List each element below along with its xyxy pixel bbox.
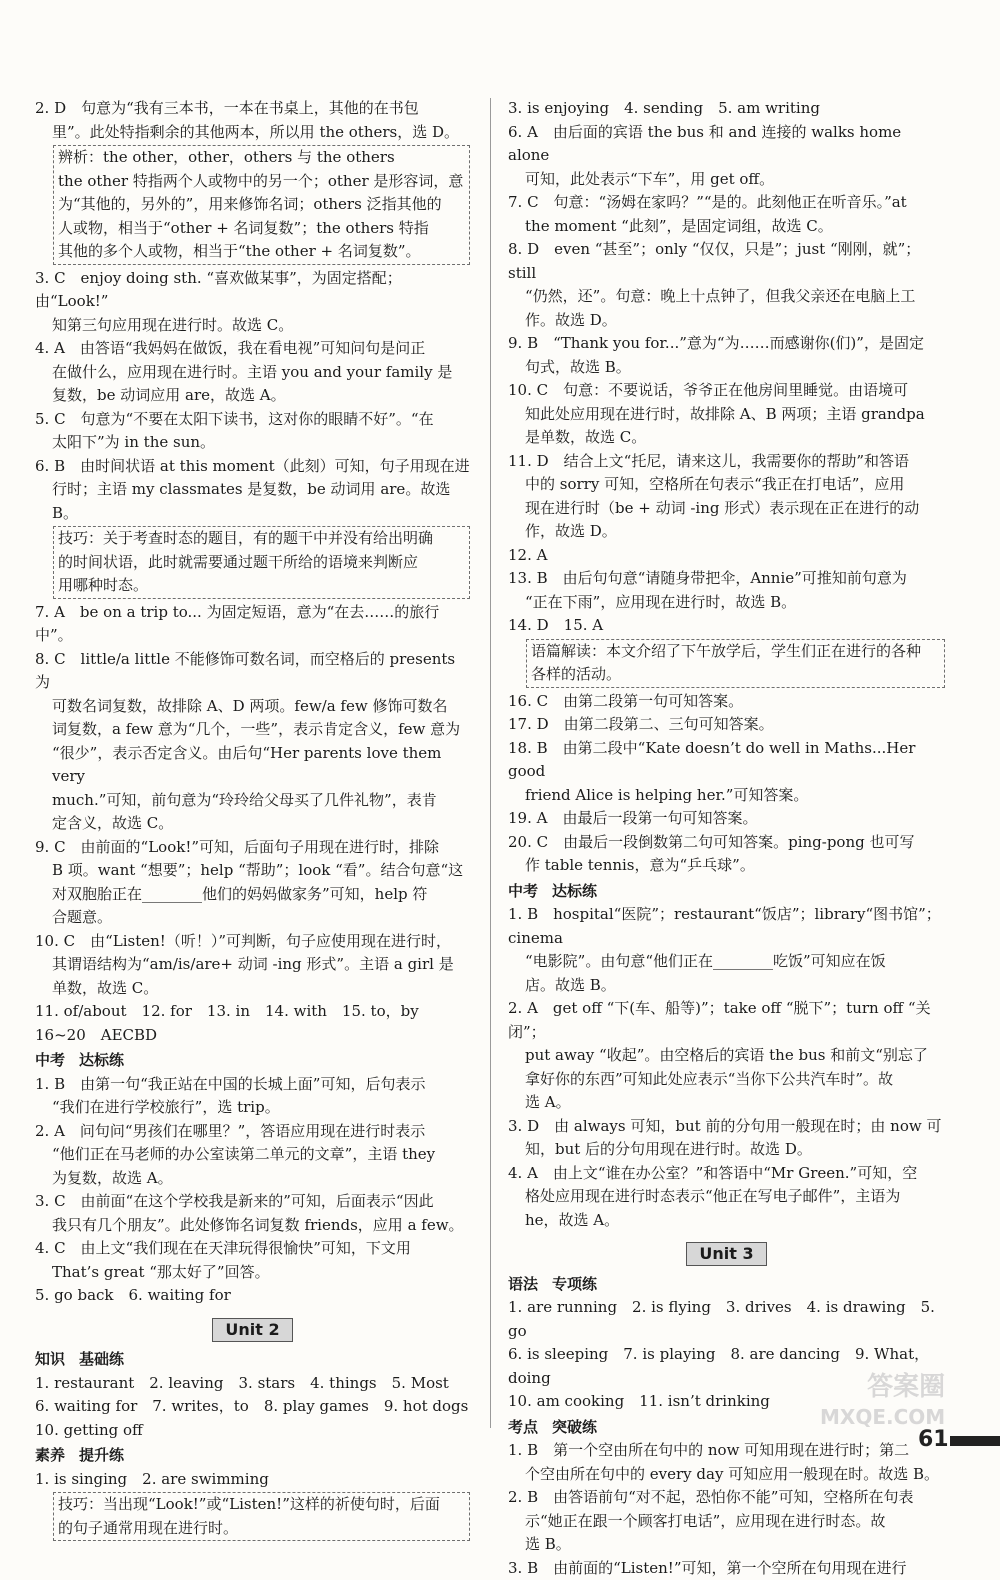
section-tag: 考点 <box>508 1418 538 1436</box>
answer-line: 6. A 由后面的宾语 the bus 和 and 连接的 walks home alone <box>508 121 945 168</box>
answer-line: friend Alice is helping her.”可知答案。 <box>508 784 945 808</box>
answer-item <box>508 737 945 808</box>
answer-line: That’s great “那太好了”回答。 <box>35 1261 470 1285</box>
answer-item <box>508 614 945 638</box>
answer-line: 知第三句应用现在进行时。故选 C。 <box>35 314 470 338</box>
answer-item <box>35 1073 470 1120</box>
answer-line: 为复数，故选 A。 <box>35 1167 470 1191</box>
section-heading <box>35 1049 470 1073</box>
answer-item <box>508 97 945 121</box>
unit-heading: Unit 3 <box>686 1242 766 1266</box>
answer-item <box>35 1000 470 1024</box>
answer-line: much.”可知，前句意为“玲玲给父母买了几件礼物”，表肯 <box>35 789 470 813</box>
section-heading <box>35 1444 470 1468</box>
answer-line: “很少”，表示否定含义。由后句“Her parents love them very <box>35 742 470 789</box>
tip-box <box>526 639 945 688</box>
answer-item <box>508 238 945 332</box>
answer-line: 12. A <box>508 544 945 568</box>
answer-line: 中的 sorry 可知，空格所在句表示“我正在打电话”，应用 <box>508 473 945 497</box>
answer-line: 1. is singing 2. are swimming <box>35 1468 470 1492</box>
answer-line: 语篇解读：本文介绍了下午放学后，学生们正在进行的各种 <box>531 640 940 664</box>
answer-line: 行时；主语 my classmates 是复数，be 动词用 are。故选 B。 <box>35 478 470 525</box>
answer-item <box>508 1439 945 1486</box>
answer-line: 18. B 由第二段中“Kate doesn’t do well in Maths...Her good <box>508 737 945 784</box>
answer-item <box>508 997 945 1115</box>
answer-item <box>508 1296 945 1343</box>
answer-line: 选 B。 <box>508 1533 945 1557</box>
answer-line: 知此处应用现在进行时，故排除 A、B 两项；主语 grandpa <box>508 403 945 427</box>
answer-item <box>508 690 945 714</box>
watermark <box>820 1372 945 1432</box>
watermark-url: MXQE.COM <box>820 1402 945 1432</box>
answer-line: 16. C 由第二段第一句可知答案。 <box>508 690 945 714</box>
answer-item <box>35 1419 470 1443</box>
answer-line: 合题意。 <box>35 906 470 930</box>
section-tag: 知识 <box>35 1350 65 1368</box>
left-column <box>35 97 470 1543</box>
unit-heading: Unit 2 <box>212 1318 292 1342</box>
answer-line: 1. restaurant 2. leaving 3. stars 4. things 5. Most <box>35 1372 470 1396</box>
answer-line: 10. C 句意：不要说话，爷爷正在他房间里睡觉。由语境可 <box>508 379 945 403</box>
answer-line: 技巧：关于考查时态的题目，有的题干中并没有给出明确 <box>58 527 465 551</box>
answer-line: 的时间状语，此时就需要通过题干所给的语境来判断应 <box>58 551 465 575</box>
answer-item <box>508 332 945 379</box>
answer-item <box>508 713 945 737</box>
answer-line: 10. C 由“Listen!（听！）”可判断，句子应使用现在进行时， <box>35 930 470 954</box>
answer-line: 8. D even “甚至”；only “仅仅，只是”；just “刚刚，就”；still <box>508 238 945 285</box>
answer-line: 句式，故选 B。 <box>508 356 945 380</box>
answer-line: 作 table tennis，意为“乒乓球”。 <box>508 854 945 878</box>
answer-line: 2. D 句意为“我有三本书，一本在书桌上，其他的在书包 <box>35 97 470 121</box>
answer-line: 其他的多个人或物，相当于“the other + 名词复数”。 <box>58 240 465 264</box>
answer-line: 太阳下”为 in the sun。 <box>35 431 470 455</box>
section-title: 专项练 <box>552 1275 597 1293</box>
answer-line: 格处应用现在进行时态表示“他正在写电子邮件”，主语为 <box>508 1185 945 1209</box>
answer-line: 2. B 由答语前句“对不起，恐怕你不能”可知，空格所在句表 <box>508 1486 945 1510</box>
answer-line: 定含义，故选 C。 <box>35 812 470 836</box>
answer-line: 里”。此处特指剩余的其他两本，所以用 the others，选 D。 <box>35 121 470 145</box>
answer-line: 7. A be on a trip to... 为固定短语，意为“在去……的旅行中”。 <box>35 601 470 648</box>
answer-line: 示“她正在跟一个顾客打电话”，应用现在进行时态。故 <box>508 1510 945 1534</box>
answer-item <box>35 408 470 455</box>
answer-item <box>35 1120 470 1191</box>
section-tag: 语法 <box>508 1275 538 1293</box>
answer-line: 辨析：the other，other，others 与 the others <box>58 146 465 170</box>
section-tag: 中考 <box>508 882 538 900</box>
answer-item <box>35 1237 470 1284</box>
unit-heading-wrap <box>508 1242 945 1267</box>
answer-item <box>35 1284 470 1308</box>
answer-item <box>508 903 945 997</box>
answer-item <box>508 1115 945 1162</box>
section-title: 基础练 <box>79 1350 124 1368</box>
answer-line: 3. is enjoying 4. sending 5. am writing <box>508 97 945 121</box>
answer-line: 9. C 由前面的“Look!”可知，后面句子用现在进行时，排除 <box>35 836 470 860</box>
answer-line: 用哪种时态。 <box>58 574 465 598</box>
answer-item <box>35 1024 470 1048</box>
answer-line: 4. A 由答语“我妈妈在做饭，我在看电视”可知问句是问正 <box>35 337 470 361</box>
answer-line: 2. A get off “下(车、船等)”；take off “脱下”；turn off “关闭”； <box>508 997 945 1044</box>
answer-line: 拿好你的东西”可知此处应表示“当你下公共汽车时”。故 <box>508 1068 945 1092</box>
answer-item <box>508 831 945 878</box>
answer-line: 4. C 由上文“我们现在在天津玩得很愉快”可知，下文用 <box>35 1237 470 1261</box>
section-heading <box>508 1273 945 1297</box>
page-number: 61 <box>918 1428 949 1452</box>
answer-item <box>508 1557 945 1580</box>
answer-line: 可数名词复数，故排除 A、D 两项。few/a few 修饰可数名 <box>35 695 470 719</box>
answer-line: 11. of/about 12. for 13. in 14. with 15. to，by <box>35 1000 470 1024</box>
section-heading <box>35 1348 470 1372</box>
tip-box <box>53 145 470 265</box>
answer-line: 6. waiting for 7. writes，to 8. play games 9. hot dogs <box>35 1395 470 1419</box>
answer-line: “我们在进行学校旅行”，选 trip。 <box>35 1096 470 1120</box>
answer-line: 为“其他的，另外的”，用来修饰名词；others 泛指其他的 <box>58 193 465 217</box>
answer-line: 1. B 由第一句“我正站在中国的长城上面”可知，后句表示 <box>35 1073 470 1097</box>
answer-line: put away “收起”。由空格后的宾语 the bus 和前文“别忘了 <box>508 1044 945 1068</box>
answer-line: “他们正在马老师的办公室读第二单元的文章”，主语 they <box>35 1143 470 1167</box>
answer-line: 4. A 由上文“谁在办公室？”和答语中“Mr Green.”可知，空 <box>508 1162 945 1186</box>
answer-item <box>35 337 470 408</box>
answer-item <box>35 1395 470 1419</box>
answer-line: 作，故选 D。 <box>508 520 945 544</box>
answer-item <box>35 836 470 930</box>
answer-item <box>35 601 470 648</box>
answer-item <box>35 930 470 1001</box>
answer-line: “正在下雨”，应用现在进行时，故选 B。 <box>508 591 945 615</box>
answer-line: 2. A 问句问“男孩们在哪里？”，答语应用现在进行时表示 <box>35 1120 470 1144</box>
answer-line: 3. C 由前面“在这个学校我是新来的”可知，后面表示“因此 <box>35 1190 470 1214</box>
answer-item <box>35 455 470 526</box>
section-tag: 中考 <box>35 1051 65 1069</box>
answer-item <box>508 567 945 614</box>
answer-line: 11. D 结合上文“托尼，请来这儿，我需要你的帮助”和答语 <box>508 450 945 474</box>
answer-line: 3. B 由前面的“Listen!”可知，第一个空所在句用现在进行 <box>508 1557 945 1580</box>
answer-line: 是单数，故选 C。 <box>508 426 945 450</box>
answer-line: 的句子通常用现在进行时。 <box>58 1517 465 1541</box>
answer-line: 14. D 15. A <box>508 614 945 638</box>
answer-line: 1. B hospital“医院”；restaurant“饭店”；library“图书馆”；cinema <box>508 903 945 950</box>
answer-item <box>35 97 470 144</box>
answer-line: 8. C little/a little 不能修饰可数名词，而空格后的 presents 为 <box>35 648 470 695</box>
section-title: 提升练 <box>79 1446 124 1464</box>
section-title: 达标练 <box>79 1051 124 1069</box>
answer-line: 可知，此处表示“下车”，用 get off。 <box>508 168 945 192</box>
answer-line: 复数，be 动词应用 are，故选 A。 <box>35 384 470 408</box>
answer-line: 在做什么，应用现在进行时。主语 you and your family 是 <box>35 361 470 385</box>
answer-line: 技巧：当出现“Look!”或“Listen!”这样的祈使句时，后面 <box>58 1493 465 1517</box>
answer-item <box>35 648 470 836</box>
answer-line: 16~20 AECBD <box>35 1024 470 1048</box>
tip-box <box>53 526 470 599</box>
answer-line: “仍然，还”。句意：晚上十点钟了，但我父亲还在电脑上工 <box>508 285 945 309</box>
section-heading <box>508 880 945 904</box>
answer-line: 个空由所在句中的 every day 可知应用一般现在时。故选 B。 <box>508 1463 945 1487</box>
answer-item <box>508 1486 945 1557</box>
answer-line: 20. C 由最后一段倒数第二句可知答案。ping-pong 也可写 <box>508 831 945 855</box>
answer-line: 现在进行时（be + 动词 -ing 形式）表示现在正在进行的动 <box>508 497 945 521</box>
column-divider <box>490 98 491 1428</box>
unit-heading-wrap <box>35 1318 470 1343</box>
answer-line: “电影院”。由句意“他们正在________吃饭”可知应在饭 <box>508 950 945 974</box>
answer-line: B 项。want “想要”；help “帮助”；look “看”。结合句意“这 <box>35 859 470 883</box>
answer-line: 1. B 第一个空由所在句中的 now 可知用现在进行时；第二 <box>508 1439 945 1463</box>
answer-item <box>508 450 945 544</box>
answer-item <box>35 267 470 338</box>
answer-line: 7. C 句意：“汤姆在家吗？”“是的。此刻他正在听音乐。”at <box>508 191 945 215</box>
tip-box <box>53 1492 470 1541</box>
answer-item <box>508 379 945 450</box>
answer-line: 6. B 由时间状语 at this moment（此刻）可知，句子用现在进 <box>35 455 470 479</box>
answer-line: 6. is sleeping 7. is playing 8. are dancing 9. What，doing <box>508 1343 945 1390</box>
answer-line: 其谓语结构为“am/is/are+ 动词 -ing 形式”。主语 a girl 是 <box>35 953 470 977</box>
answer-line: 店。故选 B。 <box>508 974 945 998</box>
answer-line: 10. am cooking 11. isn’t drinking <box>508 1390 945 1414</box>
answer-line: 17. D 由第二段第二、三句可知答案。 <box>508 713 945 737</box>
answer-line: 3. D 由 always 可知，but 前的分句用一般现在时；由 now 可 <box>508 1115 945 1139</box>
answer-item <box>508 1162 945 1233</box>
answer-item <box>508 121 945 192</box>
section-title: 达标练 <box>552 882 597 900</box>
answer-item <box>35 1372 470 1396</box>
answer-line: 5. C 句意为“不要在太阳下读书，这对你的眼睛不好”。“在 <box>35 408 470 432</box>
answer-line: 19. A 由最后一段第一句可知答案。 <box>508 807 945 831</box>
section-tag: 素养 <box>35 1446 65 1464</box>
answer-line: 5. go back 6. waiting for <box>35 1284 470 1308</box>
watermark-text: 答案圈 <box>820 1372 945 1402</box>
answer-item <box>508 544 945 568</box>
right-column <box>508 97 945 1580</box>
answer-line: 对双胞胎正在________他们的妈妈做家务”可知，help 符 <box>35 883 470 907</box>
answer-line: 我只有几个朋友”。此处修饰名词复数 friends，应用 a few。 <box>35 1214 470 1238</box>
section-title: 突破练 <box>552 1418 597 1436</box>
answer-item <box>508 807 945 831</box>
answer-line: 1. are running 2. is flying 3. drives 4. is drawing 5. go <box>508 1296 945 1343</box>
answer-line: 词复数，a few 意为“几个，一些”，表示肯定含义，few 意为 <box>35 718 470 742</box>
answer-line: 3. C enjoy doing sth. “喜欢做某事”，为固定搭配；由“Look!” <box>35 267 470 314</box>
answer-line: 知，but 后的分句用现在进行时。故选 D。 <box>508 1138 945 1162</box>
answer-line: 各样的活动。 <box>531 663 940 687</box>
answer-line: 作。故选 D。 <box>508 309 945 333</box>
answer-line: 9. B “Thank you for...”意为“为……而感谢你(们)”，是固定 <box>508 332 945 356</box>
answer-line: 10. getting off <box>35 1419 470 1443</box>
answer-line: the moment “此刻”，是固定词组，故选 C。 <box>508 215 945 239</box>
page-number-bar <box>950 1436 1000 1446</box>
answer-line: he，故选 A。 <box>508 1209 945 1233</box>
answer-line: 人或物，相当于“other + 名词复数”；the others 特指 <box>58 217 465 241</box>
answer-item <box>508 191 945 238</box>
answer-line: 13. B 由后句句意“请随身带把伞，Annie”可推知前句意为 <box>508 567 945 591</box>
answer-line: 选 A。 <box>508 1091 945 1115</box>
answer-line: the other 特指两个人或物中的另一个；other 是形容词，意 <box>58 170 465 194</box>
answer-line: 单数，故选 C。 <box>35 977 470 1001</box>
answer-item <box>35 1468 470 1492</box>
answer-item <box>35 1190 470 1237</box>
